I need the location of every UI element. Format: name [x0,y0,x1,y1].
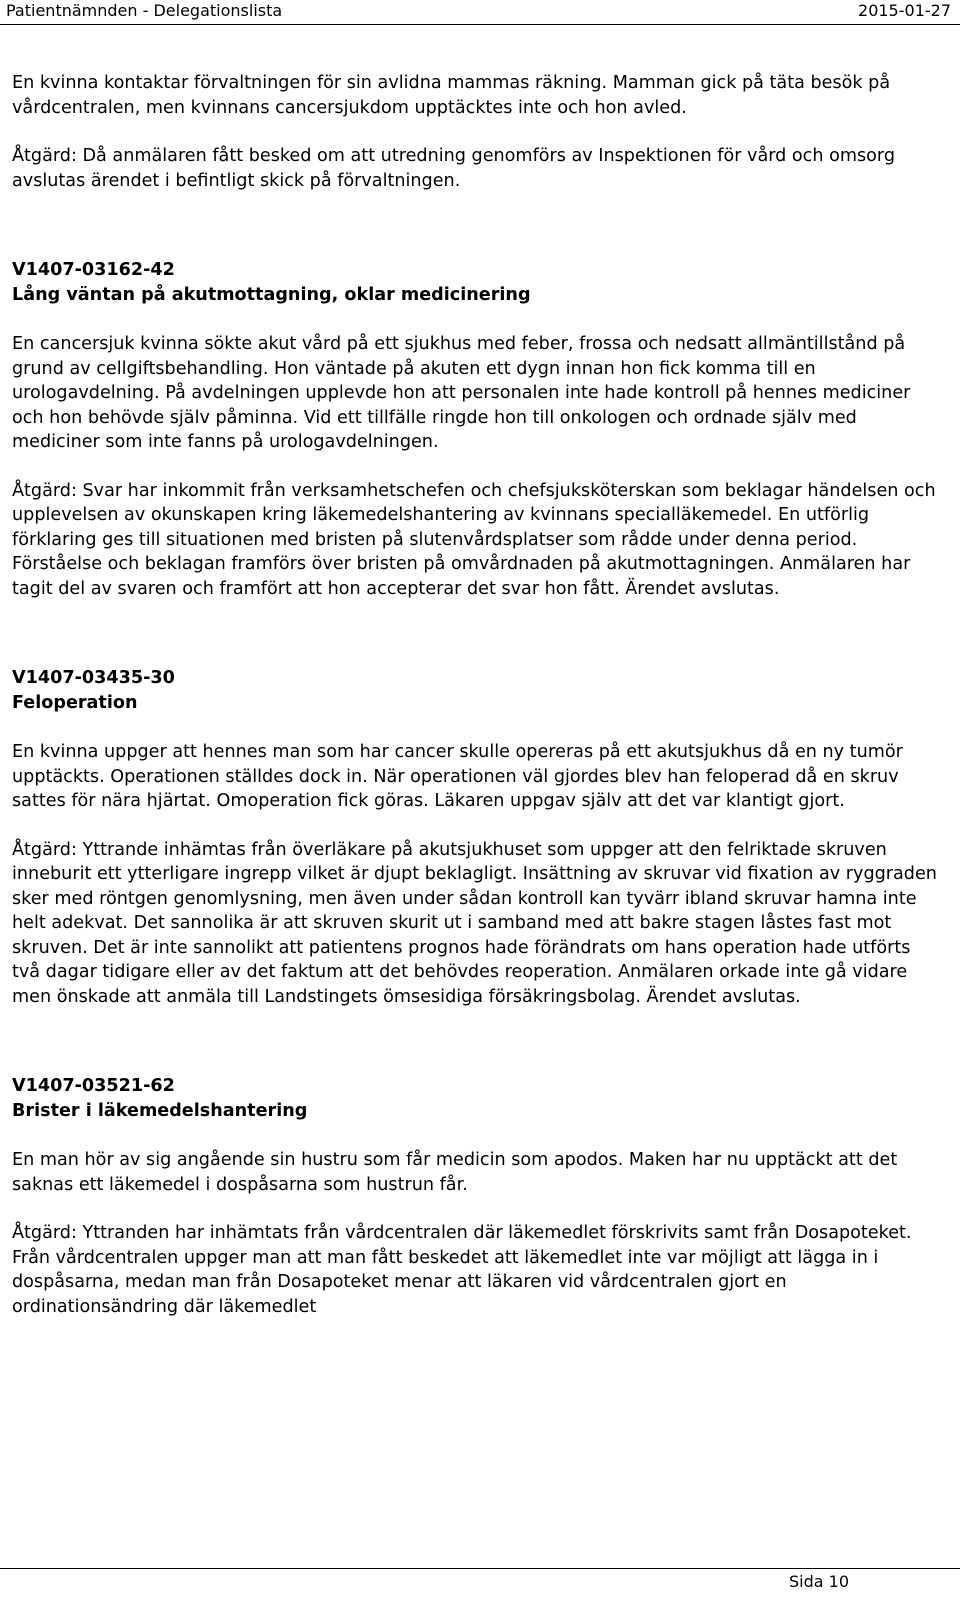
page-number: Sida 10 [788,1572,849,1591]
document-title: Patientnämnden - Delegationslista [6,1,283,20]
case-item [12,1074,940,1319]
intro-action: Åtgärd: Då anmälaren fått besked om att utredning genomförs av Inspektionen för vård och omsorg avslutas ärendet i befintligt skick på förvaltningen. [12,146,896,191]
case-action: Åtgärd: Yttrande inhämtas från överläkare på akutsjukhuset som uppger att den felriktade skruven inneburit ett ytterligare ingrepp vilket är djupt beklagligt. Insättning av skruvar vid fixation av ryggraden sker med röntgen genomlysning, men även under sådan kontroll kan tyvärr ibland skruvar hamna inte helt adekvat. Det sannolika är att skruven skurit ut i samband med att bakre stagen låstes fast mot skruven. Det är inte sannolikt att patientens prognos hade förändrats om hans operation hade utförts två dagar tidigare eller av det faktum att det behövdes reoperation. Anmälaren orkade inte gå vidare men önskade att anmäla till Landstingets ömsesidiga försäkringsbolag. Ärendet avslutas. [12,839,937,1007]
case-title: Feloperation [12,692,138,713]
case-item [12,258,940,601]
case-action: Åtgärd: Svar har inkommit från verksamhetschefen och chefsjuksköterskan som beklagar händelsen och upplevelsen av okunskapen kring läkemedelshantering av kvinnans specialläkemedel. En utförlig förklaring ges till situationen med bristen på slutenvårdsplatser som rådde under denna period. Förståelse och beklagan framförs över bristen på omvårdnaden på akutmottagningen. Anmälaren har tagit del av svaren och framfört att hon accepterar det svar hon fått. Ärendet avslutas. [12,480,936,599]
case-title: Lång väntan på akutmottagning, oklar medicinering [12,284,531,305]
case-title: Brister i läkemedelshantering [12,1100,308,1121]
page-footer [0,1568,960,1597]
case-id: V1407-03435-30 [12,668,175,688]
case-description: En cancersjuk kvinna sökte akut vård på ett sjukhus med feber, frossa och nedsatt allmäntillstånd på grund av cellgiftsbehandling. Hon väntade på akuten ett dygn innan hon fick komma till en urologavdelning. På avdelningen upplevde hon att personalen inte hade kontroll på hennes mediciner och hon behövde själv påminna. Vid ett tillfälle ringde hon till onkologen och ordnade själv med mediciner som inte fanns på urologavdelningen. [12,334,911,452]
case-item [12,666,940,1009]
case-action: Åtgärd: Yttranden har inhämtats från vårdcentralen där läkemedlet förskrivits samt från Dosapoteket. Från vårdcentralen uppger man att man fått beskedet att läkemedlet inte var möjligt att lägga in i dospåsarna, medan man från Dosapoteket menar att läkaren vid vårdcentralen gjort en ordinationsändring där läkemedlet [12,1223,912,1317]
case-description: En man hör av sig angående sin hustru som får medicin som apodos. Maken har nu upptäckt att det saknas ett läkemedel i dospåsarna som hustrun får. [12,1150,898,1195]
footer-divider [0,1568,960,1569]
case-description: En kvinna uppger att hennes man som har cancer skulle opereras på ett akutsjukhus då en ny tumör upptäckts. Operationen ställdes dock in. När operationen väl gjordes blev han feloperad då en skruv sattes för nära hjärtat. Omoperation fick göras. Läkaren uppgav själv att det var klantigt gjort. [12,742,903,811]
case-id: V1407-03521-62 [12,1076,175,1096]
document-body [12,71,940,1319]
document-date: 2015-01-27 [858,1,951,20]
page-header [0,0,960,25]
intro-text: En kvinna kontaktar förvaltningen för sin avlidna mammas räkning. Mamman gick på täta besök på vårdcentralen, men kvinnans cancersjukdom upptäcktes inte och hon avled. [12,73,891,118]
case-id: V1407-03162-42 [12,260,175,280]
